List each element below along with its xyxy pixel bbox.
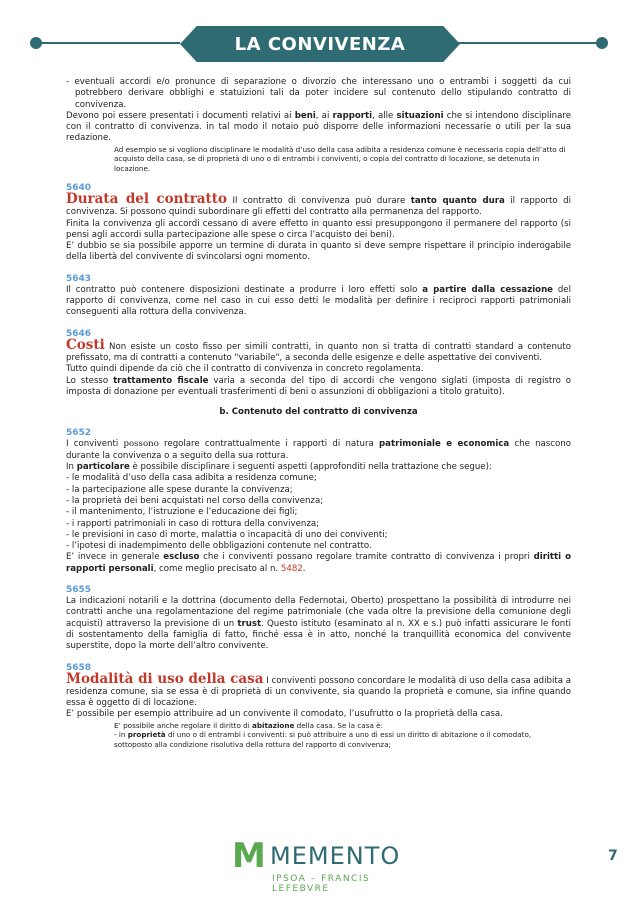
brand-name: MEMENTO bbox=[270, 842, 401, 870]
section-number-5655: 5655 bbox=[66, 585, 92, 596]
list-item: - la partecipazione alle spese durante la convivenza; bbox=[66, 484, 293, 495]
list-item: - l’ipotesi di inadempimento delle obbligazioni contenute nel contratto. bbox=[66, 541, 372, 552]
list-item: - la proprietà dei beni acquistati nel corso della convivenza; bbox=[66, 495, 324, 506]
section-5658-note-2: - in proprietà di uno o di entrambi i conviventi: si può attribuire a uno di essi un diritto di abitazione o il comodato, sottoposto alla condizione risolutiva della rottura del rapporto di convivenza; bbox=[114, 730, 532, 749]
section-title-casa: Modalità di uso della casa bbox=[66, 670, 264, 687]
memento-mark-icon: M bbox=[232, 836, 266, 876]
section-5646-paragraph-2: Tutto quindi dipende da ciò che il contratto di convivenza in concreto regolamenta. bbox=[66, 364, 424, 375]
list-item: - il mantenimento, l’istruzione e l’educazione dei figli; bbox=[66, 507, 298, 518]
section-5646-paragraph: Costi Non esiste un costo fisso per simili contratti, in quanto non si tratta di contratti standard a contenuto prefissato, ma di contratti a contenuto "variabile", a seconda delle esigenze e delle aspettative dei conviventi. bbox=[66, 336, 571, 363]
section-number-5652: 5652 bbox=[66, 428, 92, 439]
section-5652-paragraph-3: E’ invece in generale escluso che i conviventi possano regolare tramite contratto di convivenza i propri diritti o rapporti personali, come meglio precisato al n. 5482. bbox=[66, 552, 572, 574]
section-number-5646: 5646 bbox=[66, 328, 92, 339]
intro-bullet: - eventuali accordi e/o pronunce di separazione o divorzio che interessano uno o entrambi i soggetti da cui potrebbero derivare obblighi e statuizioni tali da poter incidere sul contenuto dello stipulando contratto di convivenza. bbox=[66, 77, 571, 110]
header-rule-right bbox=[458, 42, 598, 44]
intro-paragraph: Devono poi essere presentati i documenti relativi ai beni, ai rapporti, alle situazioni che si intendono disciplinare con il contratto di convivenza. in tal modo il notaio può disporre delle informazioni necessarie o utili per la sua redazione. bbox=[66, 110, 571, 144]
memento-logo bbox=[230, 836, 410, 896]
aspects-list bbox=[66, 473, 571, 552]
section-5640-paragraph-3: E’ dubbio se sia possibile apporre un termine di durata in quanto si deve sempre rispettare il principio inderogabile della libertà del convivente di svincolarsi ogni momento. bbox=[66, 241, 571, 263]
cross-reference-link[interactable]: 5482 bbox=[280, 563, 303, 574]
section-5640-paragraph: Durata del contratto Il contratto di convivenza può durare tanto quanto dura il rapporto di convivenza. Si possono quindi subordinare gli effetti del contratto alla permanenza del rapporto. bbox=[66, 191, 571, 218]
intro-note: Ad esempio se si vogliono disciplinare le modalità d’uso della casa adibita a residenza comune è necessaria copia dell’atto di acquisto della casa, se di proprietà di uno o di entrambi i conviventi, o copia del contratto di locazione, se detenuta in locazione. bbox=[114, 144, 566, 173]
section-5640-paragraph-2: Finita la convivenza gli accordi cessano di avere effetto in quanto essi presuppongono il permanere del rapporto (si pensi agli accordi sulla partecipazione alle spese o circa l’acquisto dei beni). bbox=[66, 218, 571, 240]
section-5658-paragraph: Modalità di uso della casa I conviventi possono concordare le modalità di uso della casa adibita a residenza comune, sia se essa è di proprietà di un convivente, sia quando la proprietà e comune, sia infine quando essa è oggetto di di locazione. bbox=[66, 670, 571, 709]
section-title-costi: Costi bbox=[66, 336, 105, 353]
page-title: LA CONVIVENZA bbox=[234, 34, 406, 55]
page-header bbox=[0, 17, 638, 69]
section-number-5640: 5640 bbox=[66, 183, 92, 193]
page-number: 7 bbox=[608, 848, 618, 864]
section-title-durata: Durata del contratto bbox=[66, 191, 228, 207]
section-number-5643: 5643 bbox=[66, 273, 92, 284]
subheading: b. Contenuto del contratto di convivenza bbox=[219, 407, 418, 418]
section-5652-paragraph: I conviventi possono regolare contrattualmente i rapporti di natura patrimoniale e economica che nascono durante la convivenza o a seguito della sua rottura. bbox=[66, 439, 571, 461]
header-rule-left bbox=[40, 42, 180, 44]
section-5643-paragraph: Il contratto può contenere disposizioni destinate a produrre i loro effetti solo a partire dalla cessazione del rapporto di convivenza, come nel caso in cui esso detti le modalità per definire i reciproci rapporti patrimoniali conseguenti alla rottura della convivenza. bbox=[66, 284, 571, 318]
list-item: - le modalità d’uso della casa adibita a residenza comune; bbox=[66, 473, 317, 484]
section-5646-paragraph-3: Lo stesso trattamento fiscale varia a seconda del tipo di accordi che vengono siglati (imposta di registro o imposta di donazione per eventuali trasferimenti di beni o assunzioni di obbligazioni a titolo gratuito). bbox=[66, 375, 571, 397]
list-item: - le previsioni in caso di morte, malattia o incapacità di uno dei conviventi; bbox=[66, 529, 388, 540]
header-dot-right bbox=[596, 37, 608, 49]
header-dot-left bbox=[30, 37, 42, 49]
section-5658-paragraph-2: E’ possibile per esempio attribuire ad un convivente il comodato, l’usufrutto o la proprietà della casa. bbox=[66, 709, 503, 720]
section-number-5658: 5658 bbox=[66, 662, 92, 673]
list-item: - i rapporti patrimoniali in caso di rottura della convivenza; bbox=[66, 518, 320, 529]
section-5652-paragraph-2: In particolare è possibile disciplinare i seguenti aspetti (approfonditi nella trattazione che segue): bbox=[66, 462, 492, 473]
section-5658-note-1: E’ possibile anche regolare il diritto di abitazione della casa. Se la casa è: bbox=[114, 720, 383, 730]
brand-tagline: IPSOA – FRANCIS LEFEBVRE bbox=[272, 874, 371, 894]
document-body bbox=[66, 77, 571, 749]
section-5655-paragraph: La indicazioni notarili e la dottrina (documento della Federnotai, Oberto) prospettano la possibilità di introdurre nei contratti anche una regolamentazione del regime patrimoniale (che vada oltre la previsione della comunione degli acquisti) attraverso la previsione di un trust. Questo istituto (esaminato al n. XX e s.) può infatti assicurare le fonti di sostentamento della famiglia di fatto, finché essa è in atto, nonché la tranquillità economica del convivente superstite, dopo la morte dell’altro convivente. bbox=[66, 596, 571, 652]
